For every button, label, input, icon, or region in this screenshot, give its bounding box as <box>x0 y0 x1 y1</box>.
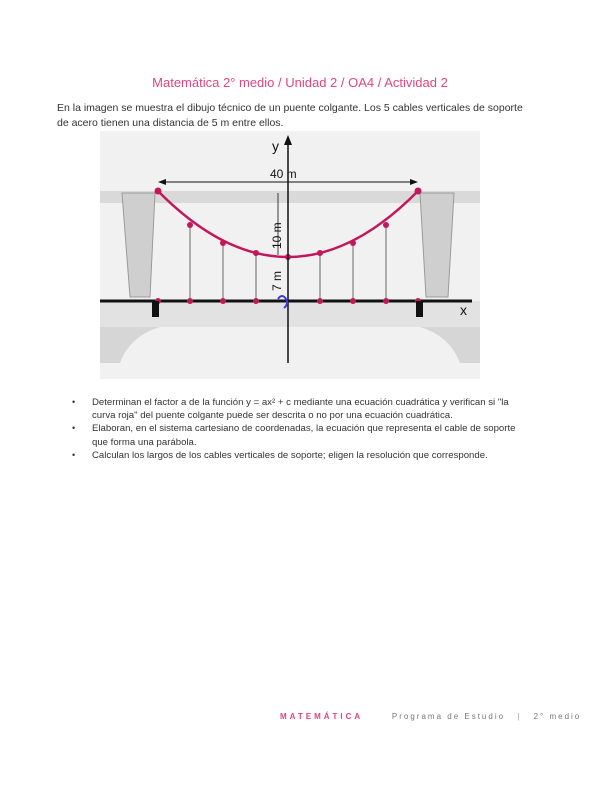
activity-text: Elaboran, en el sistema cartesiano de coordenadas, la ecuación que representa el cable de soporte que forma una parábola. <box>92 423 516 448</box>
height-label: 10 m <box>270 222 284 249</box>
footer-separator <box>375 712 379 721</box>
bullet-icon: • <box>72 449 76 460</box>
activity-text: Determinan el factor a de la función y = ax² + c mediante una ecuación cuadrática y verifican si "la curva roja" del puente colgante puede ser descrita o no por una ecuación cuadrática. <box>92 397 509 422</box>
right-anchor <box>416 301 423 317</box>
footer-grade: 2° medio <box>533 712 582 721</box>
footer-program: Programa de Estudio <box>391 712 506 721</box>
bullet-icon: • <box>72 423 76 434</box>
activity-item <box>70 396 530 422</box>
x-axis-label: x <box>460 302 467 318</box>
right-tower <box>420 193 454 297</box>
footer-divider: | <box>517 712 522 721</box>
page-title: Matemática 2° medio / Unidad 2 / OA4 / Actividad 2 <box>152 75 448 90</box>
activity-text: Calculan los largos de los cables verticales de soporte; eligen la resolución que corresponde. <box>92 449 488 461</box>
page-footer <box>280 712 581 721</box>
min-height-label: 7 m <box>270 270 284 291</box>
activity-item <box>70 449 530 462</box>
width-label: 40 m <box>270 167 297 181</box>
footer-brand: MATEMÁTICA <box>280 712 364 721</box>
activity-list <box>70 396 530 462</box>
y-axis-label: y <box>272 138 279 154</box>
bullet-icon: • <box>72 397 76 407</box>
intro-paragraph: En la imagen se muestra el dibujo técnico de un puente colgante. Los 5 cables verticales de soporte de acero tienen una distancia de 5 m entre ellos. <box>57 102 523 129</box>
bridge-figure <box>100 131 480 379</box>
activity-item <box>70 422 530 448</box>
left-anchor <box>152 301 159 317</box>
